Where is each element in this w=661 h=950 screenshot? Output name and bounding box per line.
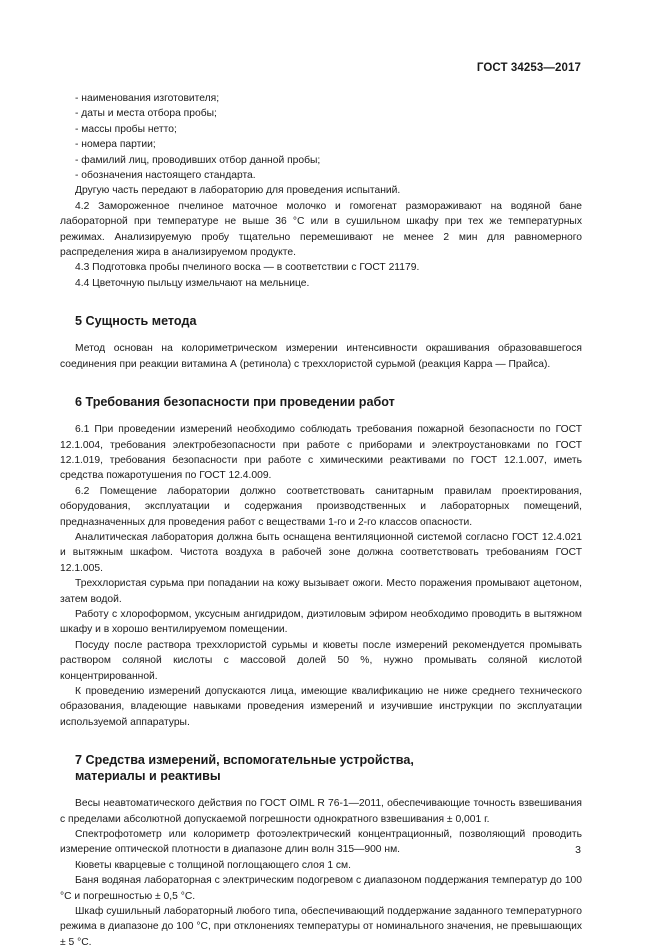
section-heading-7: 7 Средства измерений, вспомогательные устройства, (75, 753, 414, 768)
paragraph: Метод основан на колориметрическом измерении интенсивности окрашивания образовавшегося соединения при реакции витамина А (ретинола) с треххлористой сурьмой (реакция Карра — Прайса). (60, 343, 582, 370)
paragraph-6-1: 6.1 При проведении измерений необходимо соблюдать требования пожарной безопасности по ГОСТ 12.1.004, требования электробезопасности при работе с приборами и электроустановками по ГОСТ 12.1.019, требования безопасности при работе с химическими реактивами по ГОСТ 12.1.007, иметь средства пожаротушения по ГОСТ 12.4.009. (60, 424, 582, 482)
paragraph: Шкаф сушильный лабораторный любого типа, обеспечивающий поддержание заданного температурного режима в диапазоне до 100 °С, при отклонениях температуры от номинального значения, не превышающих ± 5 °С. (60, 906, 582, 948)
list-item: - даты и места отбора пробы; (75, 108, 217, 120)
paragraph: Весы неавтоматического действия по ГОСТ OIML R 76-1—2011, обеспечивающие точность взвешивания с пределами абсолютной допускаемой погрешности однократного взвешивания ± 0,001 г. (60, 798, 582, 825)
paragraph: Баня водяная лабораторная с электрическим подогревом с диапазоном поддержания температур до 100 °С и погрешностью ± 0,5 °С. (60, 875, 582, 902)
paragraph-4-4: 4.4 Цветочную пыльцу измельчают на мельнице. (75, 277, 310, 289)
section-heading-5: 5 Сущность метода (75, 314, 197, 329)
list-item: - обозначения настоящего стандарта. (75, 170, 256, 182)
list-item: - фамилий лиц, проводивших отбор данной пробы; (75, 154, 321, 166)
paragraph: Работу с хлороформом, уксусным ангидридом, диэтиловым эфиром необходимо проводить в вытяжном шкафу и в хорошо вентилируемом помещении. (60, 608, 582, 636)
list-item: - наименования изготовителя; (75, 93, 220, 104)
paragraph: К проведению измерений допускаются лица, имеющие квалификацию не ниже среднего технического образования, владеющие навыками проведения измерений и изучившие инструкции по эксплуатации используемой аппаратуры. (60, 686, 582, 728)
paragraph: Спектрофотометр или колориметр фотоэлектрический концентрационный, позволяющий проводить измерение оптической плотности в диапазоне длин волн 315—900 нм. (60, 829, 582, 856)
page-content (60, 91, 582, 950)
document-header-standard: ГОСТ 34253—2017 (476, 62, 581, 74)
section-heading-7-continued: материалы и реактивы (75, 769, 221, 784)
paragraph-4-2: 4.2 Замороженное пчелиное маточное молочко и гомогенат размораживают на водяной бане лабораторной при температуре не выше 36 °С или в сушильном шкафу при тех же температурных режимах. Анализируемую пробу тщательно перемешивают не менее 2 мин для равномерного распределения жира в анализируемом продукте. (60, 200, 582, 259)
paragraph: Посуду после раствора треххлористой сурьмы и кюветы после измерений рекомендуется промывать раствором соляной кислоты с массовой долей 50 %, нужно промывать соляной кислотой концентрированной. (60, 639, 582, 682)
paragraph: Аналитическая лаборатория должна быть оснащена вентиляционной системой согласно ГОСТ 12.4.021 и вытяжным шкафом. Чистота воздуха в рабочей зоне должна соответствовать требованиям ГОСТ 12.1.005. (60, 531, 582, 574)
list-item: - номера партии; (75, 139, 156, 151)
paragraph: Кюветы кварцевые с толщиной поглощающего слоя 1 см. (75, 859, 351, 871)
paragraph-6-2: 6.2 Помещение лаборатории должно соответствовать санитарным правилам проектирования, оборудования, эксплуатации и содержания производственных и лабораторных помещений, предназначенных для проведения работ с веществами 1-го и 2-го классов опасности. (60, 485, 582, 528)
list-item: - массы пробы нетто; (75, 123, 177, 135)
paragraph-4-3: 4.3 Подготовка пробы пчелиного воска — в соответствии с ГОСТ 21179. (75, 262, 420, 274)
paragraph: Другую часть передают в лабораторию для проведения испытаний. (75, 185, 401, 197)
section-heading-6: 6 Требования безопасности при проведении работ (75, 395, 395, 410)
paragraph: Треххлористая сурьма при попадании на кожу вызывает ожоги. Место поражения промывают ацетоном, затем водой. (60, 578, 582, 605)
page-number: 3 (575, 844, 581, 856)
